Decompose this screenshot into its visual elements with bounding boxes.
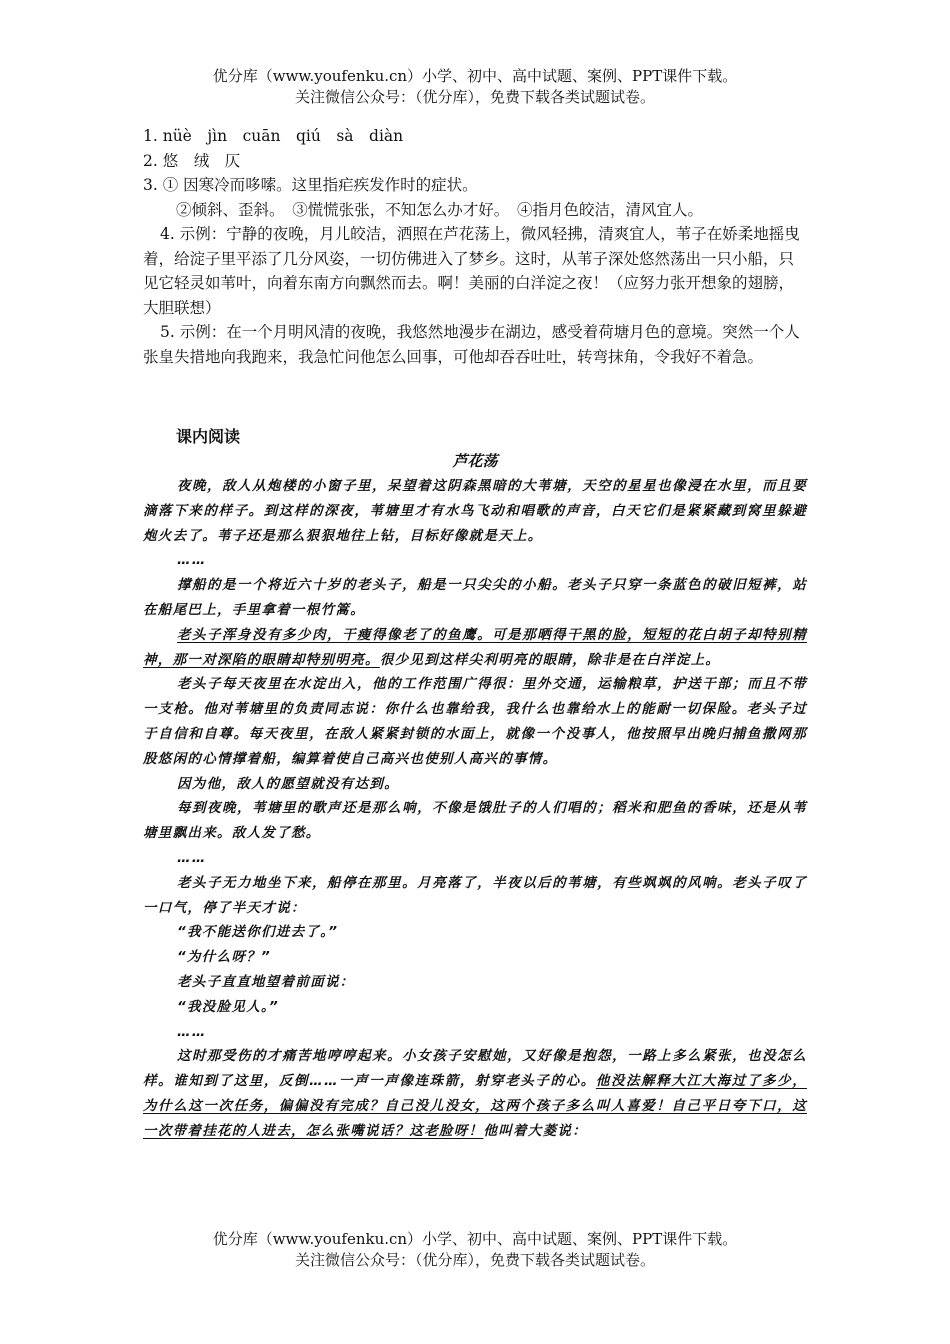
passage-paragraph (143, 623, 807, 673)
answer-list (143, 124, 807, 369)
ellipsis: …… (177, 552, 207, 569)
passage-paragraph (143, 1044, 807, 1143)
answer-4: 4. 示例：宁静的夜晚，月儿皎洁，洒照在芦花荡上，微风轻拂，清爽宜人，苇子在娇柔地摇曳着，给淀子里平添了几分风姿，一切仿佛进入了梦乡。这时，从苇子深处悠然荡出一只小船，只见它轻灵如苇叶，向着东南方向飘然而去。啊！美丽的白洋淀之夜！（应努力张开想象的翅膀，大胆联想） (143, 225, 800, 317)
paragraph-text: 这时那受伤的才痛苦地哼哼起来。小女孩子安慰她，又好像是抱怨，一路上多么紧张，也没怎么样。谁知到了这里，反倒……一声一声像连珠箭，射穿老头子的心。 (143, 1048, 807, 1090)
passage-paragraph: 夜晚，敌人从炮楼的小窗子里，呆望着这阴森黑暗的大苇塘，天空的星星也像浸在水里，而且要滴落下来的样子。到这样的深夜，苇塘里才有水鸟飞动和唱歌的声音，白天它们是紧紧藏到窝里躲避炮火去了。苇子还是那么狠狠地往上钻，目标好像就是天上。 (143, 478, 807, 544)
section-heading: 课内阅读 (176, 427, 241, 446)
paragraph-text: 他叫着大菱说： (483, 1122, 588, 1139)
passage-paragraph: 因为他，敌人的愿望就没有达到。 (177, 775, 399, 792)
dialogue-line: “为什么呀？” (177, 949, 271, 966)
underlined-sentence: 老头子浑身没有多少肉，干瘦得像老了的鱼鹰。可是那晒得干黑的脸，短短的花白胡子却特别精神，那一对深陷的眼睛却特别明亮。 (143, 626, 807, 668)
underlined-sentence: 他没法解释大江大海过了多少，为什么这一次任务，偏偏没有完成？自己没儿没女，这两个孩子多么叫人喜爱！自己平日夸下口，这一次带着挂花的人进去，怎么张嘴说话？这老脸呀！ (143, 1073, 808, 1139)
passage-paragraph: 老头子直直地望着前面说： (177, 973, 355, 990)
answer-3-line-1: 3. ① 因寒冷而哆嗦。这里指疟疾发作时的症状。 (143, 176, 478, 194)
passage-paragraph: 老头子每天夜里在水淀出入，他的工作范围广得很：里外交通，运输粮草，护送干部；而且不带一支枪。他对苇塘里的负责同志说：你什么也靠给我，我什么也靠给水上的能耐一切保险。老头子过于自信和自尊。每天夜里，在敌人紧紧封锁的水面上，就像一个没事人，他按照早出晚归捕鱼撒网那股悠闲的心情撑着船，编算着使自己高兴也使别人高兴的事情。 (143, 676, 807, 767)
passage-paragraph: 撑船的是一个将近六十岁的老头子，船是一只尖尖的小船。老头子只穿一条蓝色的破旧短裤，站在船尾巴上，手里拿着一根竹篙。 (143, 577, 807, 618)
paragraph-text: 很少见到这样尖利明亮的眼睛，除非是在白洋淀上。 (379, 651, 721, 668)
passage-paragraph: 每到夜晚，苇塘里的歌声还是那么响，不像是饿肚子的人们唱的；稻米和肥鱼的香味，还是从苇塘里飘出来。敌人发了愁。 (143, 800, 807, 842)
ellipsis: …… (177, 849, 207, 866)
passage-title: 芦花荡 (452, 452, 498, 470)
ellipsis: …… (177, 1023, 207, 1040)
footer-line-2: 关注微信公众号：（优分库），免费下载各类试题试卷。 (294, 1251, 655, 1269)
dialogue-line: “我不能送你们进去了。” (177, 924, 339, 941)
passage-paragraph: 老头子无力地坐下来，船停在那里。月亮落了，半夜以后的苇塘，有些飒飒的风响。老头子叹了一口气，停了半天才说： (143, 874, 807, 916)
answer-5: 5. 示例：在一个月明风清的夜晚，我悠然地漫步在湖边，感受着荷塘月色的意境。突然一个人张皇失措地向我跑来，我急忙问他怎么回事，可他却吞吞吐吐，转弯抹角，令我好不着急。 (143, 323, 800, 366)
answer-3-line-2: ②倾斜、歪斜。 ③慌慌张张，不知怎么办才好。 ④指月色皎洁，清风宜人。 (176, 200, 704, 219)
header-line-1: 优分库（www.youfenku.cn）小学、初中、高中试题、案例、PPT课件下载。 (212, 67, 738, 85)
dialogue-line: “我没脸见人。” (177, 998, 280, 1015)
reading-passage (143, 474, 807, 1144)
page-header (0, 66, 950, 108)
answer-2: 2. 悠 绒 仄 (143, 151, 241, 170)
header-line-2: 关注微信公众号：（优分库），免费下载各类试题试卷。 (294, 88, 655, 106)
answer-1: 1. nüè jìn cuān qiú sà diàn (143, 127, 404, 145)
page-footer (0, 1229, 950, 1271)
footer-line-1: 优分库（www.youfenku.cn）小学、初中、高中试题、案例、PPT课件下载。 (212, 1230, 738, 1248)
